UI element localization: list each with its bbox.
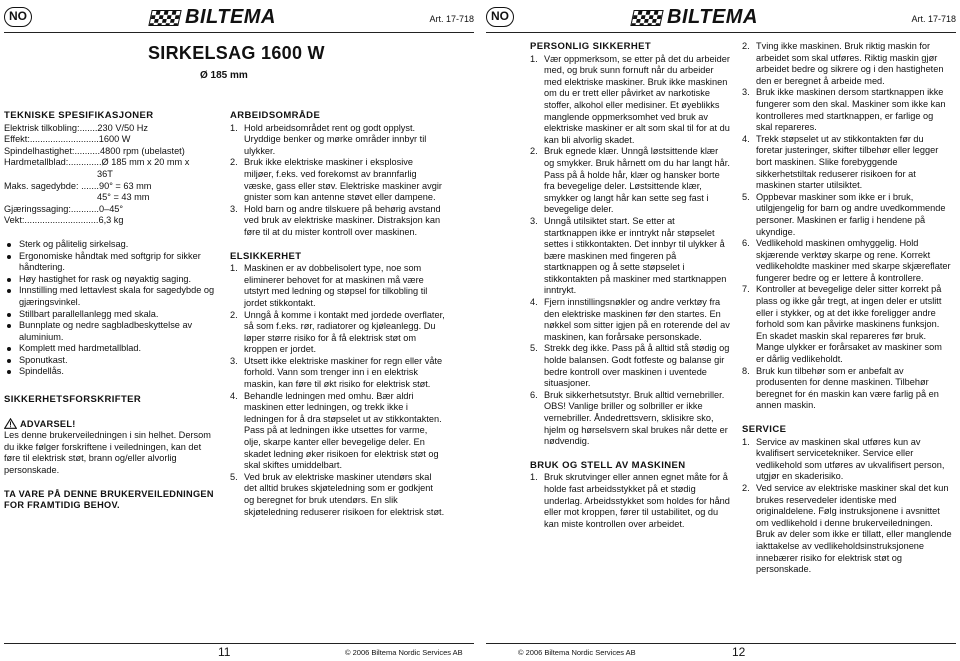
middle-column: [230, 110, 445, 518]
left-footer: [0, 643, 478, 661]
warning-text: Les denne brukerveiledningen i sin helhet. Dersom du ikke følger forskriftene i veiledningen, kan det føre til elektrisk støt, brann og/eller alvorlig personskade.: [4, 430, 211, 476]
list-item: 2. Unngå å komme i kontakt med jordede overflater, så som f.eks. rør, radiatorer og kjøleanlegg. Du løper større risiko for å få elektrisk støt om kroppen er jordet.: [230, 309, 445, 355]
list-item: 5. Strekk deg ikke. Pass på å alltid stå stødig og holde balansen. Godt fotfeste og balanse gir bedre kontroll over maskinen i uventede situasjoner.: [530, 343, 730, 389]
list-item: Komplett med hardmetallblad.: [4, 343, 216, 355]
item-text: Unngå å komme i kontakt med jordede overflater, så som f.eks. rør, radiatorer og kjøleanlegg. Du løper større risiko for å få elektrisk støt om kroppen er jordet.: [244, 309, 445, 355]
list-item: 4. Trekk støpselet ut av stikkontakten før du foretar justeringer, skifter tilbehør eller legger bort maskinen. Slike forebyggende sikkerhetstiltak reduserer risikoen for at maskinen starter utilsiktet.: [742, 133, 939, 191]
electrical-safety-list: [230, 263, 445, 518]
list-item: 8. Bruk kun tilbehør som er anbefalt av produsenten for denne maskinen. Tilbehør beregnet for én maskin kan være farlig på en annen maskin.: [742, 365, 939, 411]
list-item: 3. Hold barn og andre tilskuere på behørig avstand ved bruk av elektriske maskiner. Distraksjon kan føre til at du mister kontroll over maskinen.: [230, 203, 441, 237]
electrical-safety-heading: ELSIKKERHET: [230, 250, 302, 262]
country-badge: NO: [486, 7, 514, 27]
item-text: Maskinen er av dobbelisolert type, noe som eliminerer behovet for at maskinen må være utstyrt med ledning og støpsel for tilkobling til jordet stikkontakt.: [244, 263, 428, 308]
work-area-list: [230, 123, 445, 239]
item-text: Bruk ikke elektriske maskiner i eksplosive miljøer, f.eks. ved forekomst av brannfarlig væske, gass eller støv. Elektriske maskiner avgir gnister som kan antenne støvet eller dampene.: [244, 157, 442, 203]
list-item: 1. Hold arbeidsområdet rent og godt opplyst. Uryddige benker og mørke områder innbyr til ulykker.: [230, 122, 427, 156]
feature-list: [4, 239, 216, 378]
item-text: Tving ikke maskinen. Bruk riktig maskin for arbeidet som skal utføres. Riktig maskin gjør arbeidet bedre og sikrere og i den hastigheten den er beregnet å arbeide med.: [756, 41, 944, 86]
brand-name: BILTEMA: [667, 6, 758, 29]
service-list: [742, 437, 952, 576]
article-number: Art. 17-718: [429, 14, 474, 24]
item-text: Unngå utilsiktet start. Se etter at startknappen ikke er inntrykt når støpselet settes i stikkontakten. Det innbyr til ulykker å bære maskinen med fingeren på startknappen og å sette støpselet i stikkontakten på maskiner med startknappen inntrykt.: [544, 215, 727, 296]
spec-row: Gjæringssaging:...........0–45°: [4, 203, 124, 214]
list-item: Bunnplate og nedre sagbladbeskyttelse av aluminium.: [4, 320, 216, 343]
personal-safety-heading: PERSONLIG SIKKERHET: [530, 41, 652, 52]
use-care-list: [530, 472, 730, 530]
list-item: Sponutkast.: [4, 355, 216, 367]
item-text: Hold arbeidsområdet rent og godt opplyst. Uryddige benker og mørke områder innbyr til ulykker.: [244, 122, 427, 156]
spec-heading: TEKNISKE SPESIFIKASJONER: [4, 110, 154, 121]
list-item: 2. Ved service av elektriske maskiner skal det kun brukes reservedeler identiske med originaldelene. Følg instruksjonene i avsnittet om vedlikehold i denne brukerveiledningen. Bruk av deler som ikke er tillatt, eller manglende iakttakelse av vedlikeholdsinstruksjonene innebærer risiko for elektrisk støt og personskade.: [742, 482, 952, 575]
warning-label-row: [4, 418, 216, 431]
item-text: Bruk sikkerhetsutstyr. Bruk alltid vernebriller. OBS! Vanlige briller og solbriller er ikke vernebriller. Åndedrettsvern, sklisikre sko, hjelm og hørselsvern skal brukes når dette er nødvendig.: [544, 389, 728, 447]
list-item: 2. Bruk egnede klær. Unngå løstsittende klær og smykker. Bruk hårnett om du har langt hår. Pass på å holde hår, klær og hansker borte fra bevegelige deler. Løstsittende klær, smykker og langt hår kan sette seg fast i bevegelige deler.: [530, 146, 730, 215]
list-item: 1. Service av maskinen skal utføres kun av kvalifisert servicetekniker. Service eller vedlikehold som utføres av ukvalifisert person, utgjør en skaderisiko.: [742, 436, 945, 482]
list-item: 2. Bruk ikke elektriske maskiner i eksplosive miljøer, f.eks. ved forekomst av brannfarlig væske, gass eller støv. Elektriske maskiner avgir gnister som kan antenne støvet eller dampene.: [230, 157, 442, 203]
checkered-flag-icon: [630, 10, 663, 26]
left-page: [0, 0, 478, 661]
item-text: Bruk egnede klær. Unngå løstsittende klær og smykker. Bruk hårnett om du har langt hår. Pass på å holde hår, klær og hansker borte fra bevegelige deler. Løstsittende klær, smykker og langt hår kan sette seg fast i bevegelige deler.: [544, 146, 730, 215]
item-text: Kontroller at bevegelige deler sitter korrekt på plass og ikke går tregt, at ingen deler er utslitt eller i stykker, og at det ikke foreligger andre forhold som kan påvirke maskinens funksjon. En skadet maskin skal repareres før bruk. Mange ulykker er forårsaket av maskiner som er dårlig vedlikeholdt.: [756, 284, 942, 365]
right-page: [482, 0, 960, 661]
footer-rule: [486, 643, 956, 644]
item-text: Strekk deg ikke. Pass på å alltid stå stødig og holde balansen. Godt fotfeste og balanse gir bedre kontroll over maskinen i uventede situasjoner.: [544, 343, 730, 389]
page-subtitle: Ø 185 mm: [200, 70, 248, 81]
list-item: Høy hastighet for rask og nøyaktig saging.: [4, 274, 216, 286]
item-text: Bruk ikke maskinen dersom startknappen ikke fungerer som den skal. Maskiner som ikke kan kontrolleres med startknappen, er farlige og skal repareres.: [756, 87, 946, 133]
brand-name: BILTEMA: [185, 6, 276, 29]
list-item: 1. Maskinen er av dobbelisolert type, noe som eliminerer behovet for at maskinen må være utstyrt med ledning og støpsel for tilkobling til jordet stikkontakt.: [230, 263, 428, 308]
list-item: Innstilling med lettavlest skala for sagedybde og gjæringsvinkel.: [4, 285, 216, 308]
list-item: Sterk og pålitelig sirkelsag.: [4, 239, 216, 251]
use-care-heading: BRUK OG STELL AV MASKINEN: [530, 459, 686, 471]
list-item: 6. Vedlikehold maskinen omhyggelig. Hold skjærende verktøy skarpe og rene. Korrekt vedlikeholdte maskiner med skarpe skjæreflater fungerer bedre og er lettere å kontrollere.: [742, 238, 951, 283]
spec-row: Effekt:...........................1600 W: [4, 134, 131, 145]
safety-heading: SIKKERHETSFORSKRIFTER: [4, 394, 142, 406]
warning-label: ADVARSEL!: [20, 418, 76, 429]
list-item: 3. Bruk ikke maskinen dersom startknappen ikke fungerer som den skal. Maskiner som ikke kan kontrolleres med startknappen, er farlige og skal repareres.: [742, 87, 946, 133]
list-item: Spindellås.: [4, 366, 216, 378]
biltema-logo: [632, 6, 758, 29]
list-item: 7. Kontroller at bevegelige deler sitter korrekt på plass og ikke går tregt, at ingen deler er utslitt eller i stykker, og at det ikke foreligger andre forhold som kan påvirke maskinens funksjon. En skadet maskin skal repareres før bruk. Mange ulykker er forårsaket av maskiner som er dårlig vedlikeholdt.: [742, 284, 942, 365]
spec-row: Elektrisk tilkobling:.......230 V/50 Hz: [4, 122, 148, 133]
item-text: Oppbevar maskiner som ikke er i bruk, utilgjengelig for barn og andre uvedkommende personer. Maskinen er farlig i hendene på ukyndige.: [756, 191, 946, 237]
list-item: Stillbart parallellanlegg med skala.: [4, 309, 216, 321]
list-item: 1. Vær oppmerksom, se etter på det du arbeider med, og bruk sunn fornuft når du arbeider med elektriske maskiner. Bruk ikke maskinen om du er trett eller påvirket av narkotiske stoffer, alkohol eller medisiner. Et øyeblikks manglende oppmerksomhet ved bruk av elektriske maskiner er alt som skal til for at du kan bli alvorlig skadet.: [530, 53, 730, 145]
list-item: 1. Bruk skrutvinger eller annen egnet måte for å holde fast arbeidsstykket på et stødig underlag. Arbeidsstykket som holdes for hånd eller mot kroppen, fører til ustabilitet, og du kan miste kontrollen over arbeidet.: [530, 472, 730, 529]
spec-row: Hardmetallblad:.............Ø 185 mm x 20 mm x: [4, 157, 190, 168]
list-item: 6. Bruk sikkerhetsutstyr. Bruk alltid vernebriller. OBS! Vanlige briller og solbriller er ikke vernebriller. Åndedrettsvern, sklisikre sko, hjelm og hørselsvern skal brukes når dette er nødvendig.: [530, 389, 728, 447]
item-text: Ved bruk av elektriske maskiner utendørs skal det alltid brukes skjøteledning som er godkjent og beregnet for bruk utendørs. En slik skjøteledning reduserer risikoen for elektrisk støt.: [244, 471, 445, 517]
spec-row: 36T: [97, 168, 113, 179]
maintenance-column: [742, 41, 952, 576]
country-badge: NO: [4, 7, 32, 27]
work-area-heading: ARBEIDSOMRÅDE: [230, 110, 321, 121]
item-text: Hold barn og andre tilskuere på behørig avstand ved bruk av elektriske maskiner. Distraksjon kan føre til at du mister kontroll over maskinen.: [244, 203, 441, 237]
personal-safety-list: [530, 54, 730, 448]
list-item: 3. Utsett ikke elektriske maskiner for regn eller våte forhold. Vann som trenger inn i en elektrisk maskin, kan føre til økt risiko for elektrisk støt.: [230, 355, 443, 390]
list-item: 4. Behandle ledningen med omhu. Bær aldri maskinen etter ledningen, og trekk ikke i ledningen for å dra støpselet ut av stikkontakten. Pass på at ledningen ikke utsettes for varme, olje, skarpe kanter eller bevegelige deler. En skadet ledning øker risikoen for elektrisk støt og skal skiftes umiddelbart.: [230, 390, 442, 471]
page-number: 12: [732, 645, 746, 659]
item-text: Fjern innstillingsnøkler og andre verktøy fra den elektriske maskinen før den startes. En nøkkel som sitter igjen på en roterende del av maskinen, kan forårsake personskade.: [544, 297, 730, 342]
copyright: © 2006 Biltema Nordic Services AB: [345, 648, 463, 657]
header-rule: [486, 32, 956, 33]
footer-rule: [4, 643, 474, 644]
article-number: Art. 17-718: [911, 14, 956, 24]
spec-row: 45° = 43 mm: [97, 192, 150, 203]
left-header: [4, 6, 474, 33]
item-text: Trekk støpselet ut av stikkontakten før du foretar justeringer, skifter tilbehør eller legger bort maskinen. Slike forebyggende sikkerhetstiltak reduserer risikoen for at maskinen starter utilsiktet.: [756, 133, 939, 191]
item-text: Behandle ledningen med omhu. Bær aldri maskinen etter ledningen, og trekk ikke i ledningen for å dra støpselet ut av stikkontakten. Pass på at ledningen ikke utsettes for varme, olje, skarpe kanter eller bevegelige deler. En skadet ledning øker risikoen for elektrisk støt og skal skiftes umiddelbart.: [244, 390, 442, 471]
checkered-flag-icon: [148, 10, 181, 26]
header-rule: [4, 32, 474, 33]
right-header: [486, 6, 956, 33]
item-text: Vær oppmerksom, se etter på det du arbeider med, og bruk sunn fornuft når du arbeider med elektriske maskiner. Bruk ikke maskinen om du er trett eller påvirket av narkotiske stoffer, alkohol eller medisiner. Et øyeblikks manglende oppmerksomhet ved bruk av elektriske maskiner er alt som skal til for at du kan bli alvorlig skadet.: [544, 53, 730, 145]
item-text: Service av maskinen skal utføres kun av kvalifisert servicetekniker. Service eller vedlikehold som utføres av ukvalifisert person, utgjør en skaderisiko.: [756, 436, 945, 482]
item-text: Bruk kun tilbehør som er anbefalt av produsenten for denne maskinen. Tilbehør beregnet for én maskin kan være farlig på en annen maskin.: [756, 365, 939, 411]
list-item: 4. Fjern innstillingsnøkler og andre verktøy fra den elektriske maskinen før den startes. En nøkkel som sitter igjen på en roterende del av maskinen, kan forårsake personskade.: [530, 297, 730, 342]
spec-row: Vekt:.............................6,3 kg: [4, 215, 124, 226]
list-item: Ergonomiske håndtak med softgrip for sikker håndtering.: [4, 251, 216, 274]
item-text: Utsett ikke elektriske maskiner for regn eller våte forhold. Vann som trenger inn i en elektrisk maskin, kan føre til økt risiko for elektrisk støt.: [244, 355, 443, 390]
use-care-list-continued: [742, 41, 952, 412]
biltema-logo: [150, 6, 276, 29]
spec-row: Spindelhastighet:..........4800 rpm (ubelastet): [4, 145, 185, 156]
copyright: © 2006 Biltema Nordic Services AB: [518, 648, 636, 657]
item-text: Vedlikehold maskinen omhyggelig. Hold skjærende verktøy skarpe og rene. Korrekt vedlikeholdte maskiner med skarpe skjæreflater fungerer bedre og er lettere å kontrollere.: [756, 238, 951, 283]
page-title: SIRKELSAG 1600 W: [148, 43, 325, 63]
spec-row: Maks. sagedybde: .......90° = 63 mm: [4, 180, 152, 191]
list-item: 5. Oppbevar maskiner som ikke er i bruk, utilgjengelig for barn og andre uvedkommende personer. Maskinen er farlig i hendene på ukyndige.: [742, 191, 946, 237]
spec-list: [4, 123, 216, 227]
personal-column: [530, 41, 730, 530]
warning-icon: [4, 418, 17, 429]
keep-manual-text: TA VARE PÅ DENNE BRUKERVEILEDNINGEN FOR FRAMTIDIG BEHOV.: [4, 488, 214, 511]
item-text: Ved service av elektriske maskiner skal det kun brukes reservedeler identiske med originaldelene. Følg instruksjonene i avsnittet om vedlikehold i denne brukerveiledningen. Bruk av deler som ikke er tillatt, eller manglende iakttakelse av vedlikeholdsinstruksjonene innebærer risiko for elektrisk støt og personskade.: [756, 482, 952, 575]
left-column: [4, 110, 216, 512]
item-text: Bruk skrutvinger eller annen egnet måte for å holde fast arbeidsstykket på et stødig underlag. Arbeidsstykket som holdes for hånd eller mot kroppen, fører til ustabilitet, og du kan miste kontrollen over arbeidet.: [544, 472, 730, 529]
page-number: 11: [218, 645, 231, 659]
list-item: 2. Tving ikke maskinen. Bruk riktig maskin for arbeidet som skal utføres. Riktig maskin gjør arbeidet bedre og sikrere og i den hastigheten den er beregnet å arbeide med.: [742, 41, 944, 86]
right-footer: [482, 643, 960, 661]
list-item: 5. Ved bruk av elektriske maskiner utendørs skal det alltid brukes skjøteledning som er godkjent og beregnet for bruk utendørs. En slik skjøteledning reduserer risikoen for elektrisk støt.: [230, 471, 445, 517]
list-item: 3. Unngå utilsiktet start. Se etter at startknappen ikke er inntrykt når støpselet settes i stikkontakten. Det innbyr til ulykker å bære maskinen med fingeren på startknappen og å sette støpselet i stikkontakten på maskiner med startknappen inntrykt.: [530, 215, 727, 296]
service-heading: SERVICE: [742, 424, 787, 435]
